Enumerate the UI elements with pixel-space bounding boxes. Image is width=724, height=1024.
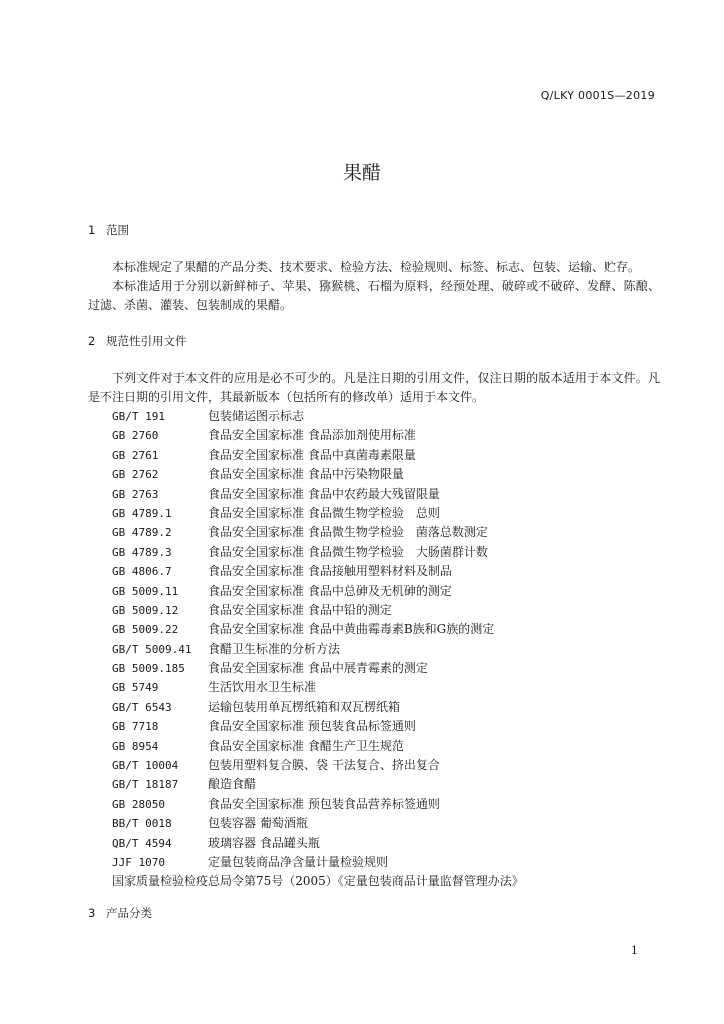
section-number: 2: [88, 334, 96, 348]
reference-title: 食品安全国家标准 食品中黄曲霉毒素B族和G族的测定: [208, 622, 495, 637]
reference-code: GB 28050: [112, 797, 165, 811]
reference-row: [112, 775, 524, 794]
reference-title: 生活饮用水卫生标准: [208, 680, 317, 695]
reference-title: 食品安全国家标准 食品中污染物限量: [208, 467, 404, 482]
scope-paragraphs: [88, 258, 660, 315]
section-title: 范围: [106, 223, 129, 237]
references-intro: [88, 369, 660, 407]
section-heading-scope: [88, 222, 129, 238]
reference-code: GB 5009.22: [112, 623, 179, 637]
reference-title: 玻璃容器 食品罐头瓶: [208, 835, 320, 850]
reference-title: 食品安全国家标准 食品微生物学检验 总则: [208, 505, 440, 520]
reference-row: [112, 426, 524, 445]
section-heading-classification: [88, 905, 152, 921]
reference-row: [112, 717, 524, 736]
scope-paragraph: 本标准适用于分别以新鲜柿子、苹果、猕猴桃、石榴为原料，经预处理、破碎或不破碎、发酵、陈酿、过滤、杀菌、灌装、包装制成的果醋。: [88, 279, 660, 312]
reference-code: GB 5009.12: [112, 603, 179, 617]
reference-row: [112, 562, 524, 581]
reference-code: GB/T 5009.41: [112, 642, 192, 656]
page-number: 1: [631, 944, 638, 957]
reference-code: GB 5009.185: [112, 662, 185, 676]
reference-title: 包装储运图示标志: [208, 409, 305, 423]
section-title: 产品分类: [106, 906, 152, 920]
reference-title: 食品安全国家标准 食品中总砷及无机砷的测定: [208, 583, 452, 598]
reference-row: [112, 659, 524, 678]
reference-row: [112, 698, 524, 717]
reference-title: 食品安全国家标准 食醋生产卫生规范: [208, 738, 404, 753]
reference-title: 食品安全国家标准 食品中展青霉素的测定: [208, 661, 428, 676]
reference-row: [112, 756, 524, 775]
references-intro-paragraph: 下列文件对于本文件的应用是必不可少的。凡是注日期的引用文件，仅注日期的版本适用于本文件。凡是不注日期的引用文件，其最新版本（包括所有的修改单）适用于本文件。: [88, 371, 660, 404]
reference-code: GB 7718: [112, 720, 159, 734]
reference-code: GB 4789.3: [112, 545, 172, 559]
reference-code: GB 2762: [112, 468, 159, 482]
reference-code: GB 2761: [112, 448, 159, 462]
reference-code: GB 4806.7: [112, 565, 172, 579]
reference-code: GB 2763: [112, 487, 159, 501]
section-number: 3: [88, 906, 96, 920]
reference-row: [112, 640, 524, 659]
reference-code: GB/T 18187: [112, 778, 179, 792]
reference-title: 食品安全国家标准 食品接触用塑料材料及制品: [208, 564, 452, 579]
reference-row: [112, 543, 524, 562]
document-title: 果醋: [342, 162, 381, 184]
reference-list: [112, 407, 524, 892]
reference-row: [112, 620, 524, 639]
section-heading-references: [88, 333, 187, 349]
reference-code: QB/T 4594: [112, 836, 172, 850]
reference-code: GB 4789.2: [112, 526, 172, 540]
reference-code: GB 5009.11: [112, 584, 179, 598]
scope-paragraph: 本标准规定了果醋的产品分类、技术要求、检验方法、检验规则、标签、标志、包装、运输、贮存。: [112, 260, 641, 274]
section-title: 规范性引用文件: [106, 334, 187, 348]
reference-row: [112, 446, 524, 465]
reference-row: [112, 795, 524, 814]
reference-row: [112, 601, 524, 620]
reference-code: GB/T 191: [112, 410, 165, 423]
reference-note: 国家质量检验检疫总局令第75号（2005）《定量包装商品计量监督管理办法》: [112, 874, 524, 889]
reference-row: [112, 407, 524, 426]
reference-title: 运输包装用单瓦楞纸箱和双瓦楞纸箱: [208, 699, 401, 714]
reference-row: [112, 834, 524, 853]
reference-code: GB/T 10004: [112, 759, 179, 773]
reference-row: [112, 465, 524, 484]
reference-title: 包装用塑料复合膜、袋 干法复合、挤出复合: [208, 758, 440, 773]
reference-code: JJF 1070: [112, 855, 165, 869]
reference-row: [112, 523, 524, 542]
reference-code: GB 2760: [112, 429, 159, 443]
reference-code: GB 4789.1: [112, 506, 172, 520]
reference-title: 食品安全国家标准 食品中铅的测定: [208, 602, 392, 617]
reference-title: 食品安全国家标准 食品中真菌毒素限量: [208, 447, 416, 462]
document-number: Q/LKY 0001S—2019: [540, 89, 655, 102]
reference-code: GB/T 6543: [112, 700, 172, 714]
reference-title: 食品安全国家标准 食品添加剂使用标准: [208, 428, 416, 443]
reference-title: 食品安全国家标准 食品微生物学检验 大肠菌群计数: [208, 544, 488, 559]
reference-row: [112, 853, 524, 872]
reference-row: [112, 504, 524, 523]
reference-title: 酿造食醋: [208, 777, 257, 792]
reference-title: 包装容器 葡萄酒瓶: [208, 816, 308, 831]
reference-title: 食品安全国家标准 预包装食品营养标签通则: [208, 796, 440, 811]
reference-row: [112, 485, 524, 504]
reference-code: GB 5749: [112, 681, 159, 695]
reference-title: 食品安全国家标准 预包装食品标签通则: [208, 719, 416, 734]
section-number: 1: [88, 223, 96, 237]
reference-row: [112, 737, 524, 756]
reference-title: 食醋卫生标准的分析方法: [208, 641, 341, 656]
reference-title: 定量包装商品净含量计量检验规则: [208, 854, 389, 869]
reference-title: 食品安全国家标准 食品中农药最大残留限量: [208, 486, 440, 501]
reference-code: GB 8954: [112, 739, 159, 753]
reference-row: [112, 582, 524, 601]
reference-row: [112, 814, 524, 833]
reference-code: BB/T 0018: [112, 817, 172, 831]
reference-title: 食品安全国家标准 食品微生物学检验 菌落总数测定: [208, 525, 488, 540]
reference-row: [112, 678, 524, 697]
